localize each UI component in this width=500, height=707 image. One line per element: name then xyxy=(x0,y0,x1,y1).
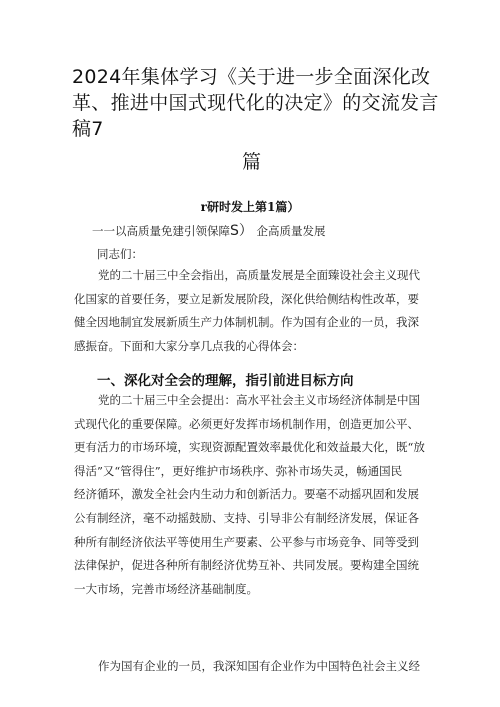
salutation: 同志们： xyxy=(97,247,143,261)
paragraph-line: 种所有制经济依法平等使用生产要素、公平参与市场竞争、同等受到 xyxy=(74,534,419,549)
paragraph-line: 经济循环，激发全社会内生动力和创新活力。要毫不动摇巩固和发展 xyxy=(74,487,419,502)
paragraph-line: 得活”又“管得住”，更好维护市场秩序、弥补市场失灵，畅通国民 xyxy=(74,463,403,478)
document-title xyxy=(72,64,442,142)
paragraph-line: 法律保护，促进各种所有制经济优势互补、共同发展。要构建全国统 xyxy=(74,558,419,573)
paragraph-line: 式现代化的重要保障。必须更好发挥市场机制作用，创造更加公平、 xyxy=(74,416,419,431)
paragraph-line: 更有活力的市场环境，实现资源配置效率最优化和效益最大化，既“放 xyxy=(74,440,425,455)
tagline-suffix: 企高质量发展 xyxy=(256,224,326,238)
section-heading-1: 一、深化对全会的理解，指引前进目标方向 xyxy=(97,373,354,389)
paragraph-line: 一大市场，完善市场经济基础制度。 xyxy=(74,581,258,596)
tagline-prefix: 一一以高质量免建引领保障 xyxy=(92,224,230,238)
paragraph-line: 感振奋。下面和大家分享几点我的心得体会： xyxy=(74,338,304,353)
tagline xyxy=(92,220,326,240)
paragraph-line: 化国家的首要任务，要立足新发展阶段，深化供给侧结构性改革，要 xyxy=(74,291,419,306)
paragraph-1 xyxy=(74,264,434,358)
paragraph-3 xyxy=(74,655,434,679)
subhead: r研时发上第1篇） xyxy=(200,200,300,214)
title-line: 稿7 xyxy=(72,118,104,140)
title-tail: 篇 xyxy=(242,151,262,173)
paragraph-line: 公有制经济，毫不动摇鼓励、支持、引导非公有制经济发展，保证各 xyxy=(74,510,419,525)
tagline-big: S） xyxy=(230,223,253,239)
paragraph-line: 健全因地制宜发展新质生产力体制机制。作为国有企业的一员，我深 xyxy=(74,315,419,330)
title-line: 2024年集体学习《关于进一步全面深化改 xyxy=(72,66,431,88)
paragraph-line: 作为国有企业的一员，我深知国有企业作为中国特色社会主义经 xyxy=(98,659,420,673)
paragraph-line: 党的二十届三中全会指出，高质量发展是全面臻设社会主义现代 xyxy=(98,268,420,282)
title-line: 革、推进中国式现代化的决定》的交流发言 xyxy=(72,92,439,114)
paragraph-2 xyxy=(74,389,434,601)
paragraph-line: 党的二十届三中全会提出：高水平社会主义市场经济体制是中国 xyxy=(98,393,420,407)
